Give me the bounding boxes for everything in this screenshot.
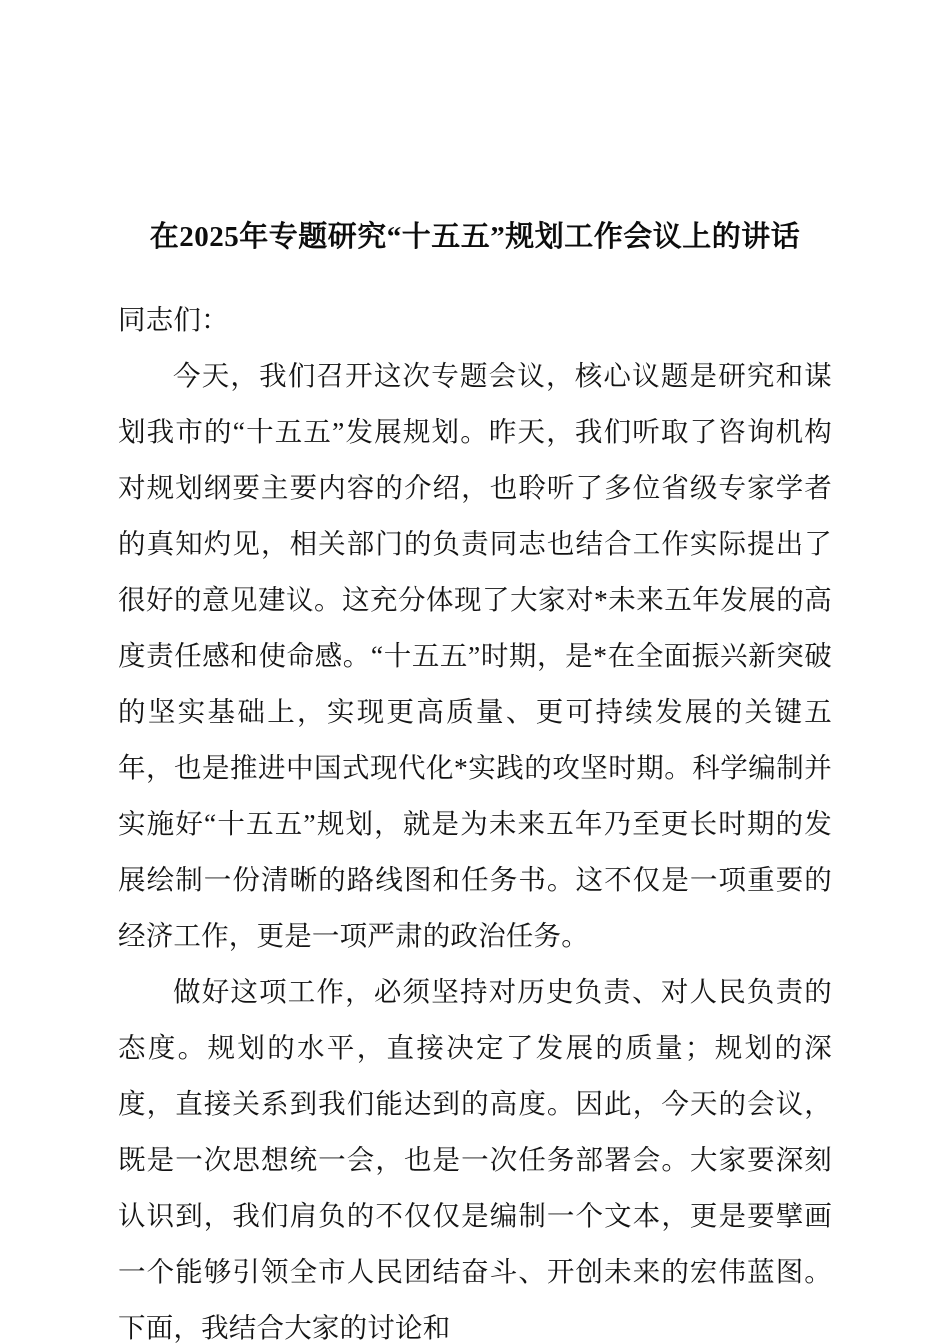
page-title: 在2025年专题研究“十五五”规划工作会议上的讲话: [149, 221, 801, 254]
body-paragraph-1: 今天，我们召开这次专题会议，核心议题是研究和谋划我市的“十五五”发展规划。昨天，我们听取了咨询机构对规划纲要主要内容的介绍，也聆听了多位省级专家学者的真知灼见，相关部门的负责同志也结合工作实际提出了很好的意见建议。这充分体现了大家对*未来五年发展的高度责任感和使命感。“十五五”时期，是*在全面振兴新突破的坚实基础上，实现更高质量、更可持续发展的关键五年，也是推进中国式现代化*实践的攻坚时期。科学编制并实施好“十五五”规划，就是为未来五年乃至更长时期的发展绘制一份清晰的路线图和任务书。这不仅是一项重要的经济工作，更是一项严肃的政治任务。: [118, 360, 832, 951]
body-paragraph-2: 做好这项工作，必须坚持对历史负责、对人民负责的态度。规划的水平，直接决定了发展的质量；规划的深度，直接关系到我们能达到的高度。因此，今天的会议，既是一次思想统一会，也是一次任务部署会。大家要深刻认识到，我们肩负的不仅仅是编制一个文本，更是要擘画一个能够引领全市人民团结奋斗、开创未来的宏伟蓝图。下面，我结合大家的讨论和: [118, 976, 832, 1343]
salutation-line: 同志们：: [118, 304, 229, 335]
document-body: [118, 292, 832, 1344]
